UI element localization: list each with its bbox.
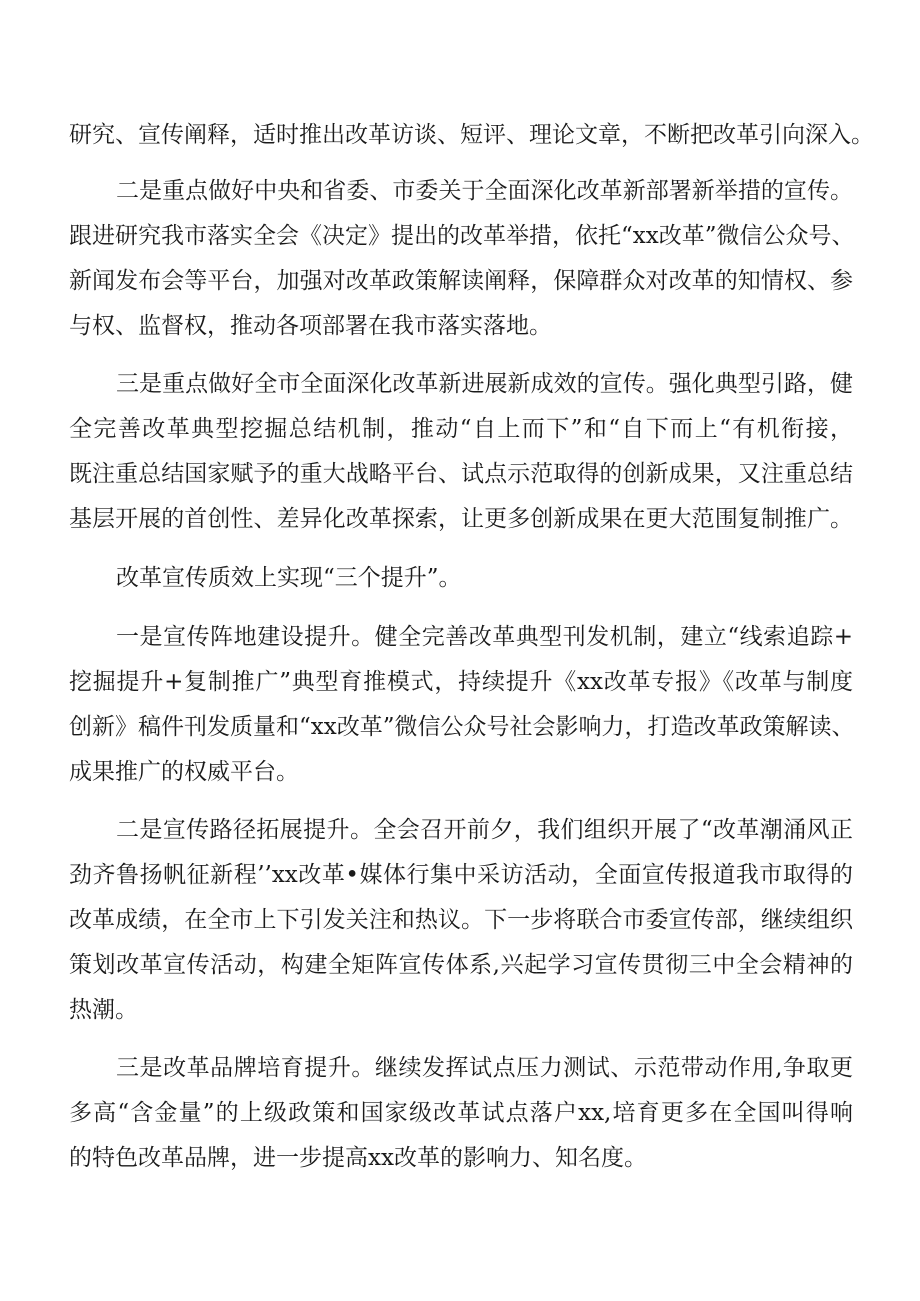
text-line: 全完善改革典型挖掘总结机制，推动“自上而下”和“自下而上“有机衔接， [69,416,853,442]
text-line: 研究、宣传阐释，适时推出改革访谈、短评、理论文章，不断把改革引向深入。 [69,122,874,148]
paragraph-end-line: 的特色改革品牌，进一步提高xx改革的影响力、知名度。 [69,1145,647,1171]
text-line: 新闻发布会等平台，加强对改革政策解读阐释，保障群众对改革的知情权、参 [69,268,853,294]
text-line: 劲齐鲁扬帆征新程’’xx改革•媒体行集中采访活动，全面宣传报道我市取得的 [69,862,853,888]
paragraph-end-line: 与权、监督权，推动各项部署在我市落实落地。 [69,313,552,339]
text-line: 多高“含金量”的上级政策和国家级改革试点落户xx,培育更多在全国叫得响 [69,1100,853,1126]
paragraph-start-line: 三是改革品牌培育提升。继续发挥试点压力测试、示范带动作用,争取更 [116,1055,853,1081]
paragraph-end-line: 基层开展的首创性、差异化改革探索，让更多创新成果在更大范围复制推广。 [69,506,853,532]
text-line: 挖掘提升+复制推广”典型育推模式，持续提升《xx改革专报》《改革与制度 [69,669,853,695]
paragraph-start-line: 三是重点做好全市全面深化改革新进展新成效的宣传。强化典型引路，健 [116,371,853,397]
paragraph-end-line: 成果推广的权威平台。 [69,759,299,785]
text-line: 改革成绩，在全市上下引发关注和热议。下一步将联合市委宣传部，继续组织 [69,907,853,933]
text-line: 策划改革宣传活动，构建全矩阵宣传体系,兴起学习宣传贯彻三中全会精神的 [69,952,853,978]
text-line: 创新》稿件刊发质量和“xx改革”微信公众号社会影响力，打造改革政策解读、 [69,714,855,740]
paragraph-start-line: 二是宣传路径拓展提升。全会召开前夕，我们组织开展了“改革潮涌风正 [116,817,853,843]
section-heading-line: 改革宣传质效上实现“三个提升”。 [116,565,462,591]
paragraph-end-line: 热潮。 [69,997,138,1023]
paragraph-start-line: 一是宣传阵地建设提升。健全完善改革典型刊发机制，建立“线索追踪+ [116,624,853,650]
paragraph-start-line: 二是重点做好中央和省委、市委关于全面深化改革新部署新举措的宣传。 [116,178,853,204]
text-line: 跟进研究我市落实全会《决定》提出的改革举措，依托“xx改革”微信公众号、 [69,223,855,249]
text-line: 既注重总结国家赋予的重大战略平台、试点示范取得的创新成果，又注重总结 [69,461,853,487]
